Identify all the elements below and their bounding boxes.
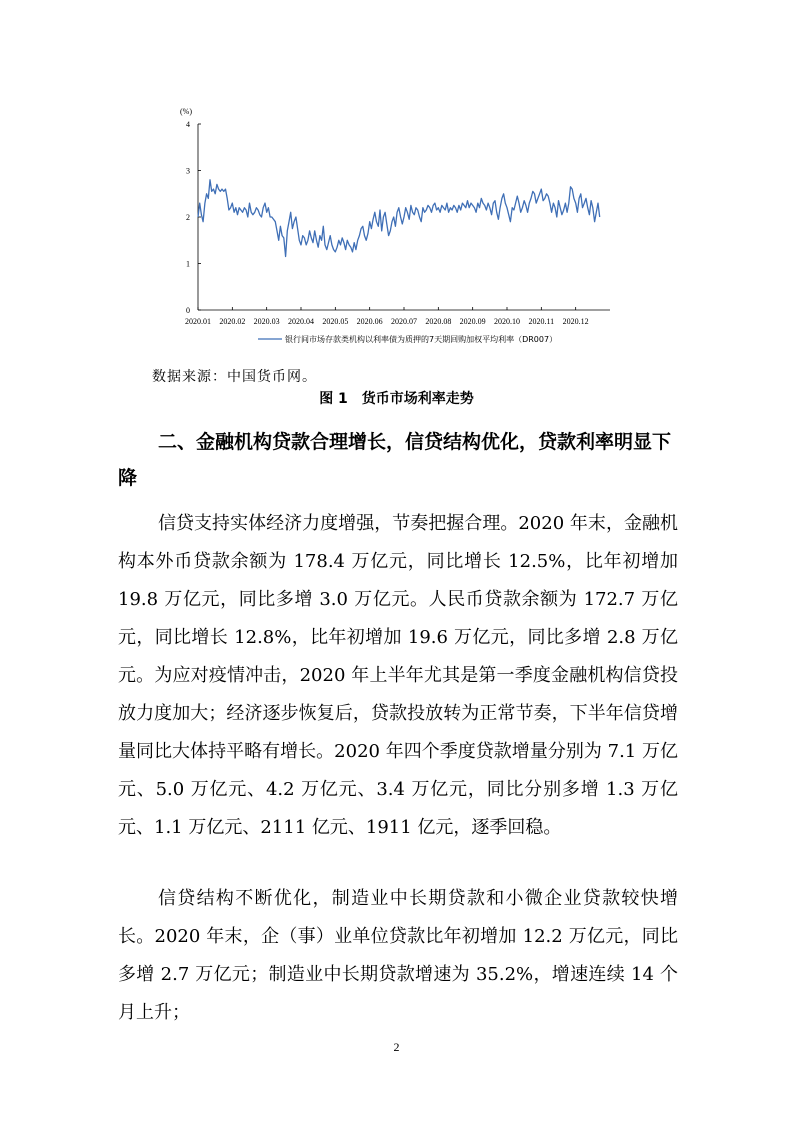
source-note: 数据来源：中国货币网。 — [152, 369, 317, 385]
section-heading: 二、金融机构贷款合理增长，信贷结构优化，贷款利率明显下降 — [118, 431, 672, 489]
x-tick-label: 2020.04 — [288, 317, 314, 326]
y-unit-label: (%) — [180, 107, 192, 116]
x-tick-label: 2020.07 — [391, 317, 417, 326]
x-tick-label: 2020.03 — [253, 317, 280, 326]
paragraph-1: 信贷支持实体经济力度增强，节奏把握合理。2020 年末，金融机构本外币贷款余额为 178.4 万亿元，同比增长 12.5%，比年初增加 19.8 万亿元，同比多增 3.0 万亿元。人民币贷款余额为 172.7 万亿元，同比增长 12.8%，比年初增加 19.6 万亿元，同比多增 2.8 万亿元。为应对疫情冲击，2020 年上半年尤其是第一季度金融机构信贷投放力度加大；经济逐步恢复后，贷款投放转为正常节奏，下半年信贷增量同比大体持平略有增长。2020 年四个季度贷款增量分别为 7.1 万亿元、5.0 万亿元、4.2 万亿元、3.4 万亿元，同比分别多增 1.3 万亿元、1.1 万亿元、2111 亿元、1911 亿元，逐季回稳。 — [118, 513, 678, 838]
paragraph-2: 信贷结构不断优化，制造业中长期贷款和小微企业贷款较快增长。2020 年末，企（事）业单位贷款比年初增加 12.2 万亿元，同比多增 2.7 万亿元；制造业中长期贷款增速为 35.2%，增速连续 14 个月上升； — [118, 888, 678, 1023]
y-tick-label: 4 — [186, 120, 190, 129]
x-tick-label: 2020.02 — [219, 317, 246, 326]
figure-caption: 图 1 货币市场利率走势 — [319, 391, 474, 407]
page-number: 2 — [393, 1040, 400, 1054]
x-tick-label: 2020.05 — [322, 317, 349, 326]
rate-chart-svg — [150, 100, 630, 360]
x-tick-label: 2020.08 — [425, 317, 452, 326]
legend-label: 银行间市场存款类机构以利率债为质押的7天期回购加权平均利率（DR007） — [285, 335, 558, 344]
x-tick-label: 2020.12 — [562, 317, 589, 326]
y-tick-label: 0 — [186, 306, 190, 315]
x-tick-label: 2020.09 — [459, 317, 486, 326]
rate-chart — [150, 100, 630, 360]
x-tick-label: 2020.10 — [494, 317, 520, 326]
series-line — [198, 180, 600, 257]
x-tick-label: 2020.01 — [185, 317, 211, 326]
y-tick-label: 2 — [186, 213, 190, 222]
x-tick-label: 2020.06 — [356, 317, 383, 326]
y-tick-label: 3 — [186, 166, 190, 176]
y-tick-label: 1 — [186, 259, 190, 269]
x-tick-label: 2020.11 — [528, 317, 555, 326]
